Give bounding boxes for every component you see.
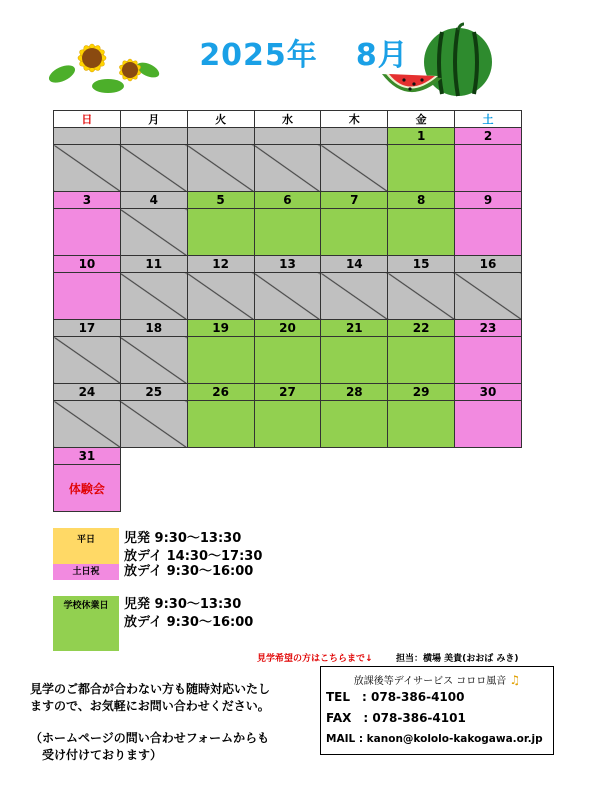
legend-school-holiday-line: 児発 9:30～13:30 [124, 597, 242, 612]
date-cell [321, 273, 388, 320]
organization-name [321, 672, 553, 687]
date-number: 23 [455, 320, 522, 337]
date-cell [54, 145, 121, 192]
date-cell [321, 209, 388, 256]
date-cell [120, 145, 187, 192]
legend-weekday-line: 放デイ 14:30～17:30 [124, 549, 263, 564]
date-number [254, 128, 321, 145]
date-number: 1 [388, 128, 455, 145]
date-cell [187, 401, 254, 448]
notice-homepage-line: （ホームページの問い合わせフォームからも [30, 731, 270, 745]
date-body-row [54, 465, 522, 512]
date-number: 18 [120, 320, 187, 337]
sunflower-icon [48, 28, 160, 96]
empty-cell [187, 465, 254, 512]
date-number: 4 [120, 192, 187, 209]
date-cell [254, 273, 321, 320]
date-cell [388, 401, 455, 448]
date-number: 31 [54, 448, 121, 465]
date-cell [254, 145, 321, 192]
date-cell [455, 337, 522, 384]
legend-school-holiday-line: 放デイ 9:30～16:00 [124, 615, 254, 630]
date-number: 15 [388, 256, 455, 273]
date-number: 17 [54, 320, 121, 337]
empty-cell [388, 465, 455, 512]
date-number-row [54, 384, 522, 401]
date-number: 8 [388, 192, 455, 209]
date-cell [120, 337, 187, 384]
weekday-wed: 水 [254, 111, 321, 128]
date-event: 体験会 [54, 465, 121, 512]
empty-cell [455, 448, 522, 465]
date-number: 19 [187, 320, 254, 337]
legend-weekend-hours [124, 563, 253, 581]
date-number: 21 [321, 320, 388, 337]
date-number: 25 [120, 384, 187, 401]
visit-note: 見学希望の方はこちらまで↓ [257, 654, 373, 664]
empty-cell [321, 465, 388, 512]
date-number [321, 128, 388, 145]
date-body-row [54, 337, 522, 384]
date-cell [120, 273, 187, 320]
date-number: 12 [187, 256, 254, 273]
notice-text [30, 681, 300, 715]
date-cell [254, 337, 321, 384]
date-cell [254, 209, 321, 256]
legend-school-holiday-swatch [53, 596, 119, 651]
date-number: 13 [254, 256, 321, 273]
date-number: 26 [187, 384, 254, 401]
date-number: 7 [321, 192, 388, 209]
date-cell [455, 401, 522, 448]
contact-mail: MAIL : kanon@kololo-kakogawa.or.jp [326, 733, 543, 745]
weekday-sun: 日 [54, 111, 121, 128]
date-number: 30 [455, 384, 522, 401]
notice-homepage [30, 730, 300, 764]
date-cell [455, 209, 522, 256]
weekday-sat: 土 [455, 111, 522, 128]
date-number: 2 [455, 128, 522, 145]
date-number: 20 [254, 320, 321, 337]
empty-cell [120, 448, 187, 465]
staff-contact: 担当：横場 美貴(おおば みき) [396, 654, 519, 664]
contact-tel: TEL : 078-386-4100 [326, 690, 465, 704]
music-note-icon: ♫ [509, 673, 521, 687]
legend-school-holiday-label: 学校休業日 [63, 601, 109, 611]
date-body-row [54, 145, 522, 192]
date-number: 16 [455, 256, 522, 273]
title-month: 8月 [355, 38, 409, 73]
date-number: 24 [54, 384, 121, 401]
date-number: 3 [54, 192, 121, 209]
notice-line: 見学のご都合が合わない方も随時対応いたし [30, 682, 271, 696]
date-cell [187, 273, 254, 320]
title-year: 2025年 [199, 38, 318, 73]
date-number: 14 [321, 256, 388, 273]
date-cell [187, 337, 254, 384]
date-cell [54, 209, 121, 256]
notice-line: ますので、お気軽にお問い合わせください。 [30, 699, 270, 713]
watermelon-icon [378, 18, 498, 102]
weekday-thu: 木 [321, 111, 388, 128]
legend-weekend-line: 放デイ 9:30～16:00 [124, 564, 254, 579]
date-cell [54, 273, 121, 320]
date-cell [321, 401, 388, 448]
date-body-row [54, 401, 522, 448]
date-cell [187, 145, 254, 192]
date-cell [254, 401, 321, 448]
date-number: 29 [388, 384, 455, 401]
date-cell [388, 145, 455, 192]
date-number-row [54, 192, 522, 209]
date-number-row [54, 448, 522, 465]
legend-weekday-label: 平日 [76, 535, 95, 545]
date-number: 9 [455, 192, 522, 209]
date-cell [455, 145, 522, 192]
empty-cell [254, 465, 321, 512]
date-number: 22 [388, 320, 455, 337]
empty-cell [321, 448, 388, 465]
empty-cell [120, 465, 187, 512]
date-number: 5 [187, 192, 254, 209]
notice-homepage-line: 受け付けております） [30, 748, 163, 762]
empty-cell [254, 448, 321, 465]
legend-weekday-line: 児発 9:30～13:30 [124, 531, 242, 546]
legend-school-holiday-hours [124, 596, 253, 632]
date-number: 28 [321, 384, 388, 401]
date-cell [54, 337, 121, 384]
contact-box [320, 666, 554, 755]
weekday-fri: 金 [388, 111, 455, 128]
date-body-row [54, 273, 522, 320]
empty-cell [388, 448, 455, 465]
date-cell [455, 273, 522, 320]
date-number [120, 128, 187, 145]
legend-weekday-hours [124, 530, 262, 566]
date-number: 27 [254, 384, 321, 401]
date-cell [187, 209, 254, 256]
weekday-mon: 月 [120, 111, 187, 128]
contact-fax: FAX : 078-386-4101 [326, 711, 466, 725]
calendar-grid [53, 110, 522, 512]
weekday-header-row [54, 111, 522, 128]
date-cell [388, 273, 455, 320]
date-cell [388, 337, 455, 384]
date-number [187, 128, 254, 145]
date-cell [54, 401, 121, 448]
date-cell [321, 337, 388, 384]
date-number [54, 128, 121, 145]
date-number: 6 [254, 192, 321, 209]
date-number: 11 [120, 256, 187, 273]
legend-weekend-swatch [53, 564, 119, 580]
date-number: 10 [54, 256, 121, 273]
legend-weekday-swatch [53, 528, 119, 564]
weekday-tue: 火 [187, 111, 254, 128]
empty-cell [187, 448, 254, 465]
legend-weekend-label: 土日祝 [72, 567, 100, 577]
organization-name-text: 放課後等デイサービス コロロ風音 [353, 676, 507, 687]
date-cell [321, 145, 388, 192]
date-cell [120, 401, 187, 448]
date-number-row [54, 256, 522, 273]
date-cell [120, 209, 187, 256]
date-body-row [54, 209, 522, 256]
empty-cell [455, 465, 522, 512]
date-number-row [54, 320, 522, 337]
date-number-row [54, 128, 522, 145]
date-cell [388, 209, 455, 256]
